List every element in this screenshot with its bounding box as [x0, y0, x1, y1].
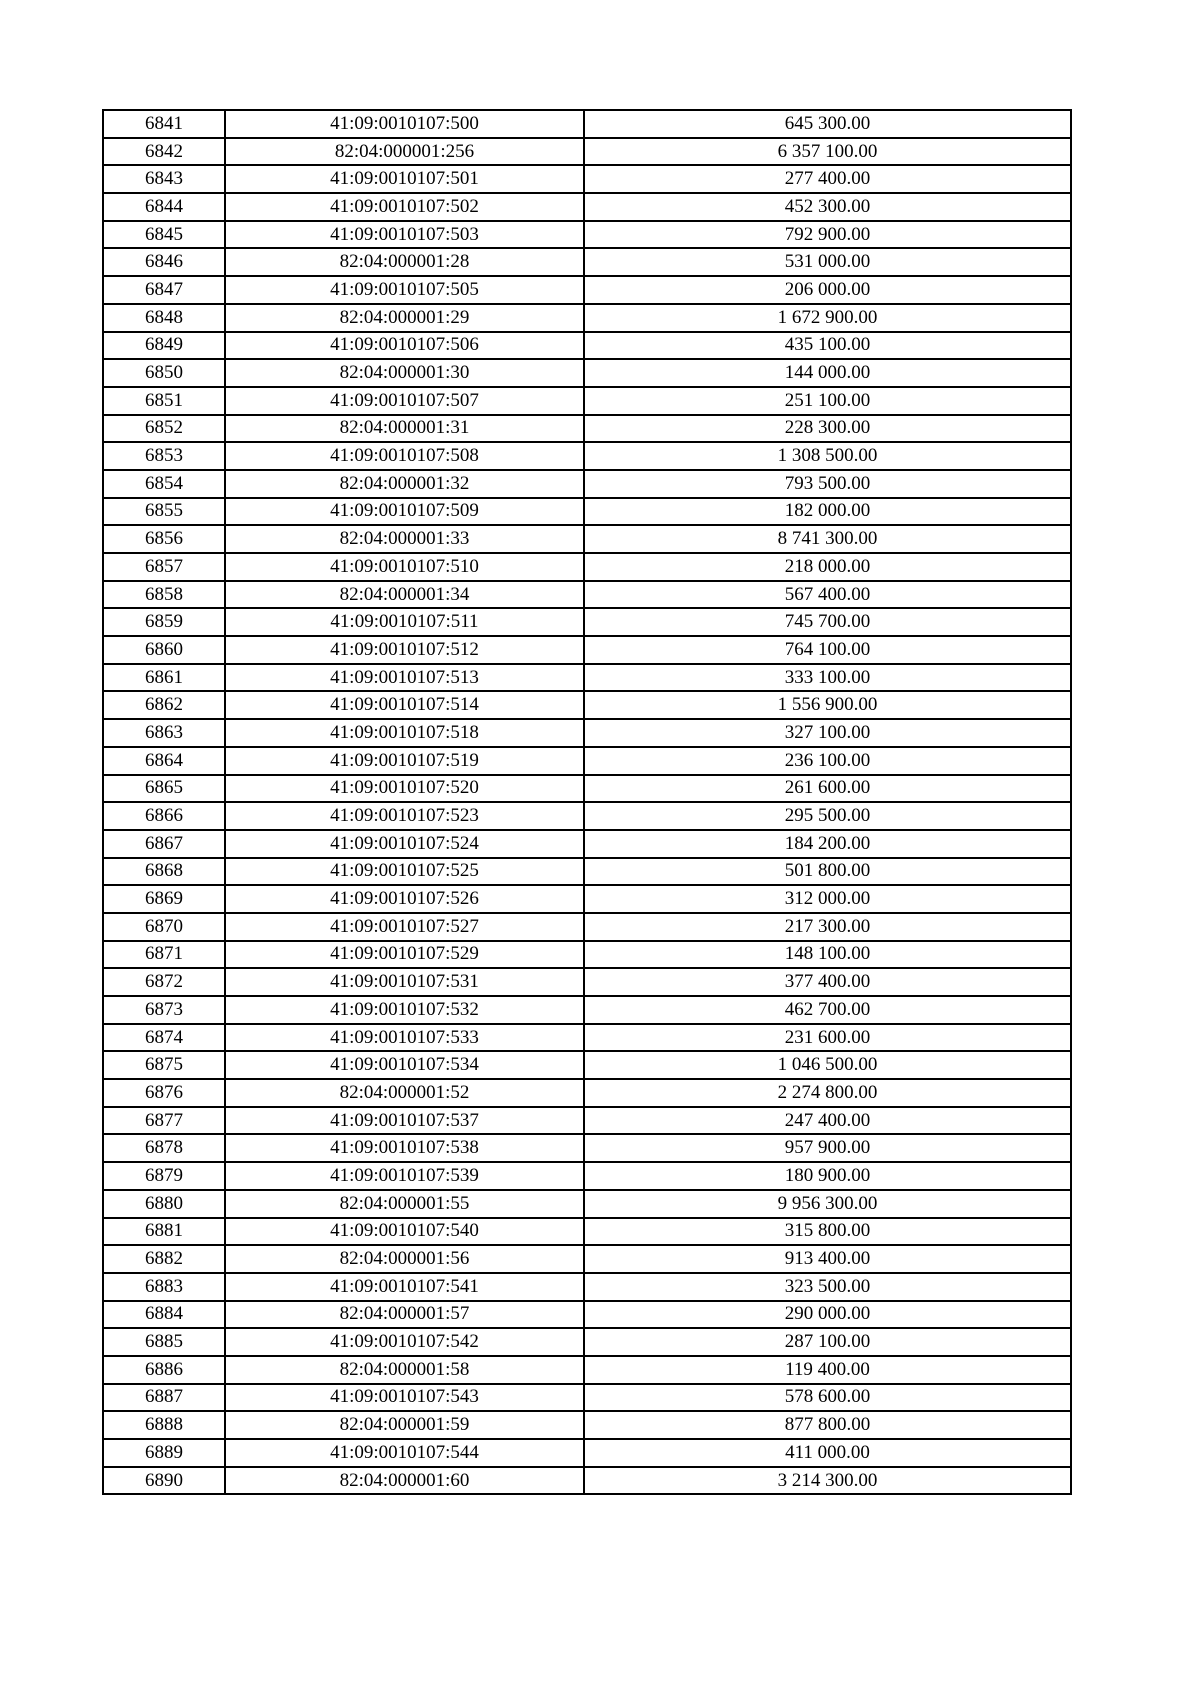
table-row [103, 276, 1071, 304]
row-number-cell: 6874 [103, 1024, 225, 1052]
cadastral-number-cell: 82:04:000001:28 [225, 248, 584, 276]
value-cell: 206 000.00 [584, 276, 1071, 304]
table-row [103, 387, 1071, 415]
table-row [103, 332, 1071, 360]
table-row [103, 1273, 1071, 1301]
value-cell: 315 800.00 [584, 1218, 1071, 1246]
value-cell: 218 000.00 [584, 553, 1071, 581]
table-row [103, 664, 1071, 692]
row-number-cell: 6864 [103, 747, 225, 775]
table-row [103, 553, 1071, 581]
cadastral-number-cell: 82:04:000001:52 [225, 1079, 584, 1107]
row-number-cell: 6877 [103, 1107, 225, 1135]
row-number-cell: 6885 [103, 1328, 225, 1356]
cadastral-number-cell: 41:09:0010107:512 [225, 636, 584, 664]
cadastral-number-cell: 82:04:000001:29 [225, 304, 584, 332]
cadastral-number-cell: 41:09:0010107:539 [225, 1162, 584, 1190]
row-number-cell: 6863 [103, 719, 225, 747]
table-row [103, 1439, 1071, 1467]
cadastral-number-cell: 41:09:0010107:501 [225, 165, 584, 193]
row-number-cell: 6882 [103, 1245, 225, 1273]
cadastral-number-cell: 82:04:000001:30 [225, 359, 584, 387]
table-row [103, 941, 1071, 969]
value-cell: 9 956 300.00 [584, 1190, 1071, 1218]
row-number-cell: 6887 [103, 1384, 225, 1412]
cadastral-number-cell: 41:09:0010107:538 [225, 1134, 584, 1162]
row-number-cell: 6845 [103, 221, 225, 249]
table-row [103, 581, 1071, 609]
table-row [103, 1411, 1071, 1439]
table-row [103, 1190, 1071, 1218]
value-cell: 182 000.00 [584, 498, 1071, 526]
cadastral-number-cell: 41:09:0010107:503 [225, 221, 584, 249]
cadastral-number-cell: 41:09:0010107:524 [225, 830, 584, 858]
cadastral-number-cell: 41:09:0010107:510 [225, 553, 584, 581]
cadastral-number-cell: 41:09:0010107:532 [225, 996, 584, 1024]
cadastral-number-cell: 41:09:0010107:502 [225, 193, 584, 221]
row-number-cell: 6889 [103, 1439, 225, 1467]
cadastral-number-cell: 41:09:0010107:514 [225, 691, 584, 719]
cadastral-number-cell: 82:04:000001:256 [225, 138, 584, 166]
cadastral-number-cell: 41:09:0010107:534 [225, 1051, 584, 1079]
cadastral-number-cell: 41:09:0010107:543 [225, 1384, 584, 1412]
cadastral-number-cell: 82:04:000001:60 [225, 1467, 584, 1495]
row-number-cell: 6847 [103, 276, 225, 304]
table-row [103, 691, 1071, 719]
value-cell: 792 900.00 [584, 221, 1071, 249]
value-cell: 247 400.00 [584, 1107, 1071, 1135]
row-number-cell: 6873 [103, 996, 225, 1024]
cadastral-number-cell: 41:09:0010107:531 [225, 968, 584, 996]
row-number-cell: 6880 [103, 1190, 225, 1218]
table-row [103, 1134, 1071, 1162]
table-row [103, 802, 1071, 830]
value-cell: 957 900.00 [584, 1134, 1071, 1162]
value-cell: 2 274 800.00 [584, 1079, 1071, 1107]
value-cell: 6 357 100.00 [584, 138, 1071, 166]
table-row [103, 193, 1071, 221]
row-number-cell: 6868 [103, 858, 225, 886]
row-number-cell: 6859 [103, 608, 225, 636]
value-cell: 119 400.00 [584, 1356, 1071, 1384]
cadastral-number-cell: 41:09:0010107:526 [225, 885, 584, 913]
row-number-cell: 6852 [103, 415, 225, 443]
value-cell: 411 000.00 [584, 1439, 1071, 1467]
row-number-cell: 6842 [103, 138, 225, 166]
value-cell: 217 300.00 [584, 913, 1071, 941]
row-number-cell: 6855 [103, 498, 225, 526]
cadastral-number-cell: 82:04:000001:58 [225, 1356, 584, 1384]
value-cell: 793 500.00 [584, 470, 1071, 498]
cadastral-number-cell: 82:04:000001:34 [225, 581, 584, 609]
value-cell: 8 741 300.00 [584, 525, 1071, 553]
table-row [103, 885, 1071, 913]
table-row [103, 1245, 1071, 1273]
cadastral-number-cell: 41:09:0010107:542 [225, 1328, 584, 1356]
row-number-cell: 6875 [103, 1051, 225, 1079]
table-row [103, 359, 1071, 387]
table-row [103, 1356, 1071, 1384]
table-row [103, 498, 1071, 526]
table-row [103, 1384, 1071, 1412]
value-cell: 462 700.00 [584, 996, 1071, 1024]
value-cell: 435 100.00 [584, 332, 1071, 360]
table-row [103, 470, 1071, 498]
value-cell: 290 000.00 [584, 1301, 1071, 1329]
row-number-cell: 6853 [103, 442, 225, 470]
cadastral-number-cell: 41:09:0010107:508 [225, 442, 584, 470]
table-row [103, 1024, 1071, 1052]
cadastral-number-cell: 41:09:0010107:533 [225, 1024, 584, 1052]
table-row [103, 608, 1071, 636]
cadastral-number-cell: 82:04:000001:55 [225, 1190, 584, 1218]
row-number-cell: 6881 [103, 1218, 225, 1246]
value-cell: 148 100.00 [584, 941, 1071, 969]
value-cell: 1 556 900.00 [584, 691, 1071, 719]
row-number-cell: 6841 [103, 110, 225, 138]
row-number-cell: 6888 [103, 1411, 225, 1439]
table-row [103, 1079, 1071, 1107]
row-number-cell: 6862 [103, 691, 225, 719]
row-number-cell: 6850 [103, 359, 225, 387]
cadastral-number-cell: 41:09:0010107:507 [225, 387, 584, 415]
table-row [103, 1301, 1071, 1329]
row-number-cell: 6869 [103, 885, 225, 913]
value-cell: 452 300.00 [584, 193, 1071, 221]
value-cell: 645 300.00 [584, 110, 1071, 138]
value-cell: 877 800.00 [584, 1411, 1071, 1439]
row-number-cell: 6851 [103, 387, 225, 415]
table-row [103, 968, 1071, 996]
cadastral-number-cell: 41:09:0010107:529 [225, 941, 584, 969]
cadastral-number-cell: 41:09:0010107:520 [225, 775, 584, 803]
value-cell: 913 400.00 [584, 1245, 1071, 1273]
row-number-cell: 6858 [103, 581, 225, 609]
table-row [103, 996, 1071, 1024]
table-row [103, 248, 1071, 276]
table-row [103, 165, 1071, 193]
value-cell: 333 100.00 [584, 664, 1071, 692]
value-cell: 3 214 300.00 [584, 1467, 1071, 1495]
table-row [103, 442, 1071, 470]
cadastral-number-cell: 41:09:0010107:527 [225, 913, 584, 941]
cadastral-number-cell: 41:09:0010107:500 [225, 110, 584, 138]
row-number-cell: 6886 [103, 1356, 225, 1384]
table-row [103, 415, 1071, 443]
table-row [103, 858, 1071, 886]
value-cell: 578 600.00 [584, 1384, 1071, 1412]
cadastral-number-cell: 41:09:0010107:509 [225, 498, 584, 526]
row-number-cell: 6878 [103, 1134, 225, 1162]
value-cell: 144 000.00 [584, 359, 1071, 387]
cadastral-number-cell: 41:09:0010107:513 [225, 664, 584, 692]
row-number-cell: 6866 [103, 802, 225, 830]
table-row [103, 304, 1071, 332]
value-cell: 567 400.00 [584, 581, 1071, 609]
table-row [103, 1467, 1071, 1495]
table-row [103, 747, 1071, 775]
table-row [103, 138, 1071, 166]
row-number-cell: 6860 [103, 636, 225, 664]
table-row [103, 1051, 1071, 1079]
value-cell: 228 300.00 [584, 415, 1071, 443]
value-cell: 287 100.00 [584, 1328, 1071, 1356]
row-number-cell: 6854 [103, 470, 225, 498]
row-number-cell: 6849 [103, 332, 225, 360]
table-row [103, 775, 1071, 803]
value-cell: 1 046 500.00 [584, 1051, 1071, 1079]
row-number-cell: 6843 [103, 165, 225, 193]
cadastral-number-cell: 41:09:0010107:519 [225, 747, 584, 775]
table-row [103, 913, 1071, 941]
cadastral-number-cell: 41:09:0010107:523 [225, 802, 584, 830]
cadastral-value-table [102, 109, 1072, 1495]
value-cell: 261 600.00 [584, 775, 1071, 803]
table-row [103, 525, 1071, 553]
row-number-cell: 6890 [103, 1467, 225, 1495]
row-number-cell: 6846 [103, 248, 225, 276]
cadastral-number-cell: 82:04:000001:32 [225, 470, 584, 498]
value-cell: 184 200.00 [584, 830, 1071, 858]
cadastral-number-cell: 41:09:0010107:537 [225, 1107, 584, 1135]
cadastral-number-cell: 82:04:000001:59 [225, 1411, 584, 1439]
table-row [103, 1218, 1071, 1246]
value-cell: 501 800.00 [584, 858, 1071, 886]
value-cell: 231 600.00 [584, 1024, 1071, 1052]
cadastral-number-cell: 41:09:0010107:511 [225, 608, 584, 636]
table-row [103, 221, 1071, 249]
value-cell: 327 100.00 [584, 719, 1071, 747]
table-row [103, 1162, 1071, 1190]
row-number-cell: 6876 [103, 1079, 225, 1107]
row-number-cell: 6848 [103, 304, 225, 332]
row-number-cell: 6872 [103, 968, 225, 996]
cadastral-number-cell: 41:09:0010107:506 [225, 332, 584, 360]
table-body [103, 110, 1071, 1494]
table-row [103, 636, 1071, 664]
row-number-cell: 6871 [103, 941, 225, 969]
table-row [103, 110, 1071, 138]
cadastral-number-cell: 41:09:0010107:505 [225, 276, 584, 304]
value-cell: 236 100.00 [584, 747, 1071, 775]
row-number-cell: 6865 [103, 775, 225, 803]
table-row [103, 1328, 1071, 1356]
value-cell: 180 900.00 [584, 1162, 1071, 1190]
value-cell: 377 400.00 [584, 968, 1071, 996]
value-cell: 323 500.00 [584, 1273, 1071, 1301]
cadastral-number-cell: 82:04:000001:57 [225, 1301, 584, 1329]
row-number-cell: 6844 [103, 193, 225, 221]
row-number-cell: 6879 [103, 1162, 225, 1190]
cadastral-number-cell: 82:04:000001:56 [225, 1245, 584, 1273]
value-cell: 1 308 500.00 [584, 442, 1071, 470]
value-cell: 312 000.00 [584, 885, 1071, 913]
row-number-cell: 6870 [103, 913, 225, 941]
table-row [103, 1107, 1071, 1135]
table-row [103, 830, 1071, 858]
cadastral-number-cell: 41:09:0010107:541 [225, 1273, 584, 1301]
value-cell: 745 700.00 [584, 608, 1071, 636]
row-number-cell: 6884 [103, 1301, 225, 1329]
row-number-cell: 6856 [103, 525, 225, 553]
value-cell: 1 672 900.00 [584, 304, 1071, 332]
table-row [103, 719, 1071, 747]
cadastral-number-cell: 41:09:0010107:540 [225, 1218, 584, 1246]
cadastral-number-cell: 82:04:000001:33 [225, 525, 584, 553]
cadastral-number-cell: 82:04:000001:31 [225, 415, 584, 443]
cadastral-number-cell: 41:09:0010107:525 [225, 858, 584, 886]
row-number-cell: 6857 [103, 553, 225, 581]
cadastral-number-cell: 41:09:0010107:518 [225, 719, 584, 747]
value-cell: 277 400.00 [584, 165, 1071, 193]
row-number-cell: 6861 [103, 664, 225, 692]
row-number-cell: 6883 [103, 1273, 225, 1301]
value-cell: 295 500.00 [584, 802, 1071, 830]
row-number-cell: 6867 [103, 830, 225, 858]
value-cell: 251 100.00 [584, 387, 1071, 415]
value-cell: 764 100.00 [584, 636, 1071, 664]
value-cell: 531 000.00 [584, 248, 1071, 276]
cadastral-number-cell: 41:09:0010107:544 [225, 1439, 584, 1467]
